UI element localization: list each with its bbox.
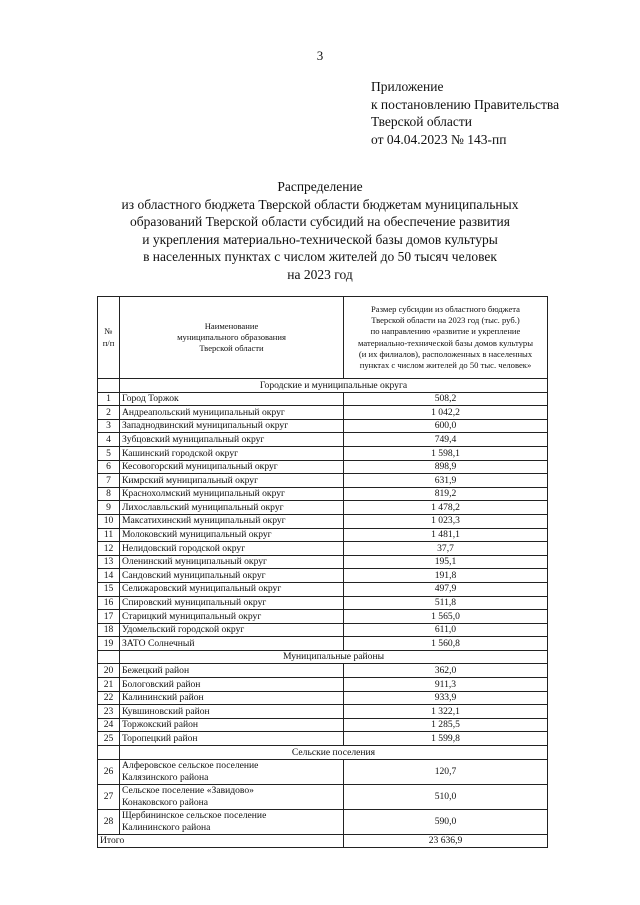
header-num: № п/п bbox=[98, 297, 120, 379]
title-line: на 2023 год bbox=[287, 266, 353, 282]
section-row bbox=[98, 650, 548, 664]
table-row: 27 Сельское поселение «Завидово» Конаковского района 510,0 bbox=[98, 784, 548, 809]
table-row: 11 Молоковский муниципальный округ 1 481,1 bbox=[98, 528, 548, 542]
table-row: 26 Алферовское сельское поселение Калязинского района 120,7 bbox=[98, 759, 548, 784]
header-name: Наименование муниципального образования Тверской области bbox=[120, 297, 344, 379]
annex-block bbox=[371, 78, 559, 148]
table-row: 12 Нелидовский городской округ 37,7 bbox=[98, 542, 548, 556]
total-row bbox=[98, 834, 548, 848]
header-value: Размер субсидии из областного бюджета Тверской области на 2023 год (тыс. руб.) по направлению «развитие и укрепление материально-технической базы домов культуры (и их филиалов), расположенных в населенных пунктах с числом жителей до 50 тыс. человек» bbox=[344, 297, 548, 379]
title-line: из областного бюджета Тверской области бюджетам муниципальных bbox=[121, 196, 519, 212]
table-row: 3 Западнодвинский муниципальный округ 600,0 bbox=[98, 419, 548, 433]
title-line: и укрепления материально-технической базы домов культуры bbox=[142, 231, 498, 247]
title-line: Распределение bbox=[277, 179, 363, 194]
table-row: 15 Селижаровский муниципальный округ 497,9 bbox=[98, 582, 548, 596]
table-row: 28 Щербининское сельское поселение Калининского района 590,0 bbox=[98, 809, 548, 834]
title-line: образований Тверской области субсидий на обеспечение развития bbox=[130, 214, 510, 229]
table-row: 19 ЗАТО Солнечный 1 560,8 bbox=[98, 637, 548, 651]
table-row: 9 Лихославльский муниципальный округ 1 478,2 bbox=[98, 501, 548, 515]
table-row: 8 Краснохолмский муниципальный округ 819,2 bbox=[98, 487, 548, 501]
table-row: 2 Андреапольский муниципальный округ 1 042,2 bbox=[98, 406, 548, 420]
table-row: 18 Удомельский городской округ 611,0 bbox=[98, 623, 548, 637]
table-row: 24 Торжокский район 1 285,5 bbox=[98, 718, 548, 732]
document-title bbox=[0, 178, 640, 283]
total-label: Итого bbox=[98, 834, 344, 848]
table-row: 25 Торопецкий район 1 599,8 bbox=[98, 732, 548, 746]
section-title: Сельские поселения bbox=[120, 746, 548, 760]
table-row: 6 Кесовогорский муниципальный округ 898,9 bbox=[98, 460, 548, 474]
section-title: Городские и муниципальные округа bbox=[120, 379, 548, 393]
table-row: 13 Оленинский муниципальный округ 195,1 bbox=[98, 555, 548, 569]
table-row: 16 Спировский муниципальный округ 511,8 bbox=[98, 596, 548, 610]
table-row: 17 Старицкий муниципальный округ 1 565,0 bbox=[98, 610, 548, 624]
table-row: 10 Максатихинский муниципальный округ 1 023,3 bbox=[98, 514, 548, 528]
page-number: 3 bbox=[316, 48, 324, 63]
table-row: 7 Кимрский муниципальный округ 631,9 bbox=[98, 474, 548, 488]
total-value: 23 636,9 bbox=[344, 834, 548, 848]
table-row: 22 Калининский район 933,9 bbox=[98, 691, 548, 705]
title-line: в населенных пунктах с числом жителей до 50 тысяч человек bbox=[143, 249, 497, 264]
annex-line: Приложение bbox=[371, 79, 444, 94]
table-row: 5 Кашинский городской округ 1 598,1 bbox=[98, 446, 548, 460]
table-row: 23 Кувшиновский район 1 322,1 bbox=[98, 705, 548, 719]
table-row: 1 Город Торжок 508,2 bbox=[98, 392, 548, 406]
annex-line: Тверской области bbox=[371, 114, 472, 129]
section-title: Муниципальные районы bbox=[120, 650, 548, 664]
table-row: 4 Зубцовский муниципальный округ 749,4 bbox=[98, 433, 548, 447]
section-row bbox=[98, 746, 548, 760]
table-header-row bbox=[98, 297, 548, 379]
annex-line: к постановлению Правительства bbox=[371, 96, 560, 112]
table-row: 20 Бежецкий район 362,0 bbox=[98, 664, 548, 678]
allocation-table bbox=[97, 296, 548, 848]
section-row bbox=[98, 379, 548, 393]
table-row: 21 Бологовский район 911,3 bbox=[98, 678, 548, 692]
table-row: 14 Сандовский муниципальный округ 191,8 bbox=[98, 569, 548, 583]
annex-line: от 04.04.2023 № 143-пп bbox=[371, 131, 507, 147]
